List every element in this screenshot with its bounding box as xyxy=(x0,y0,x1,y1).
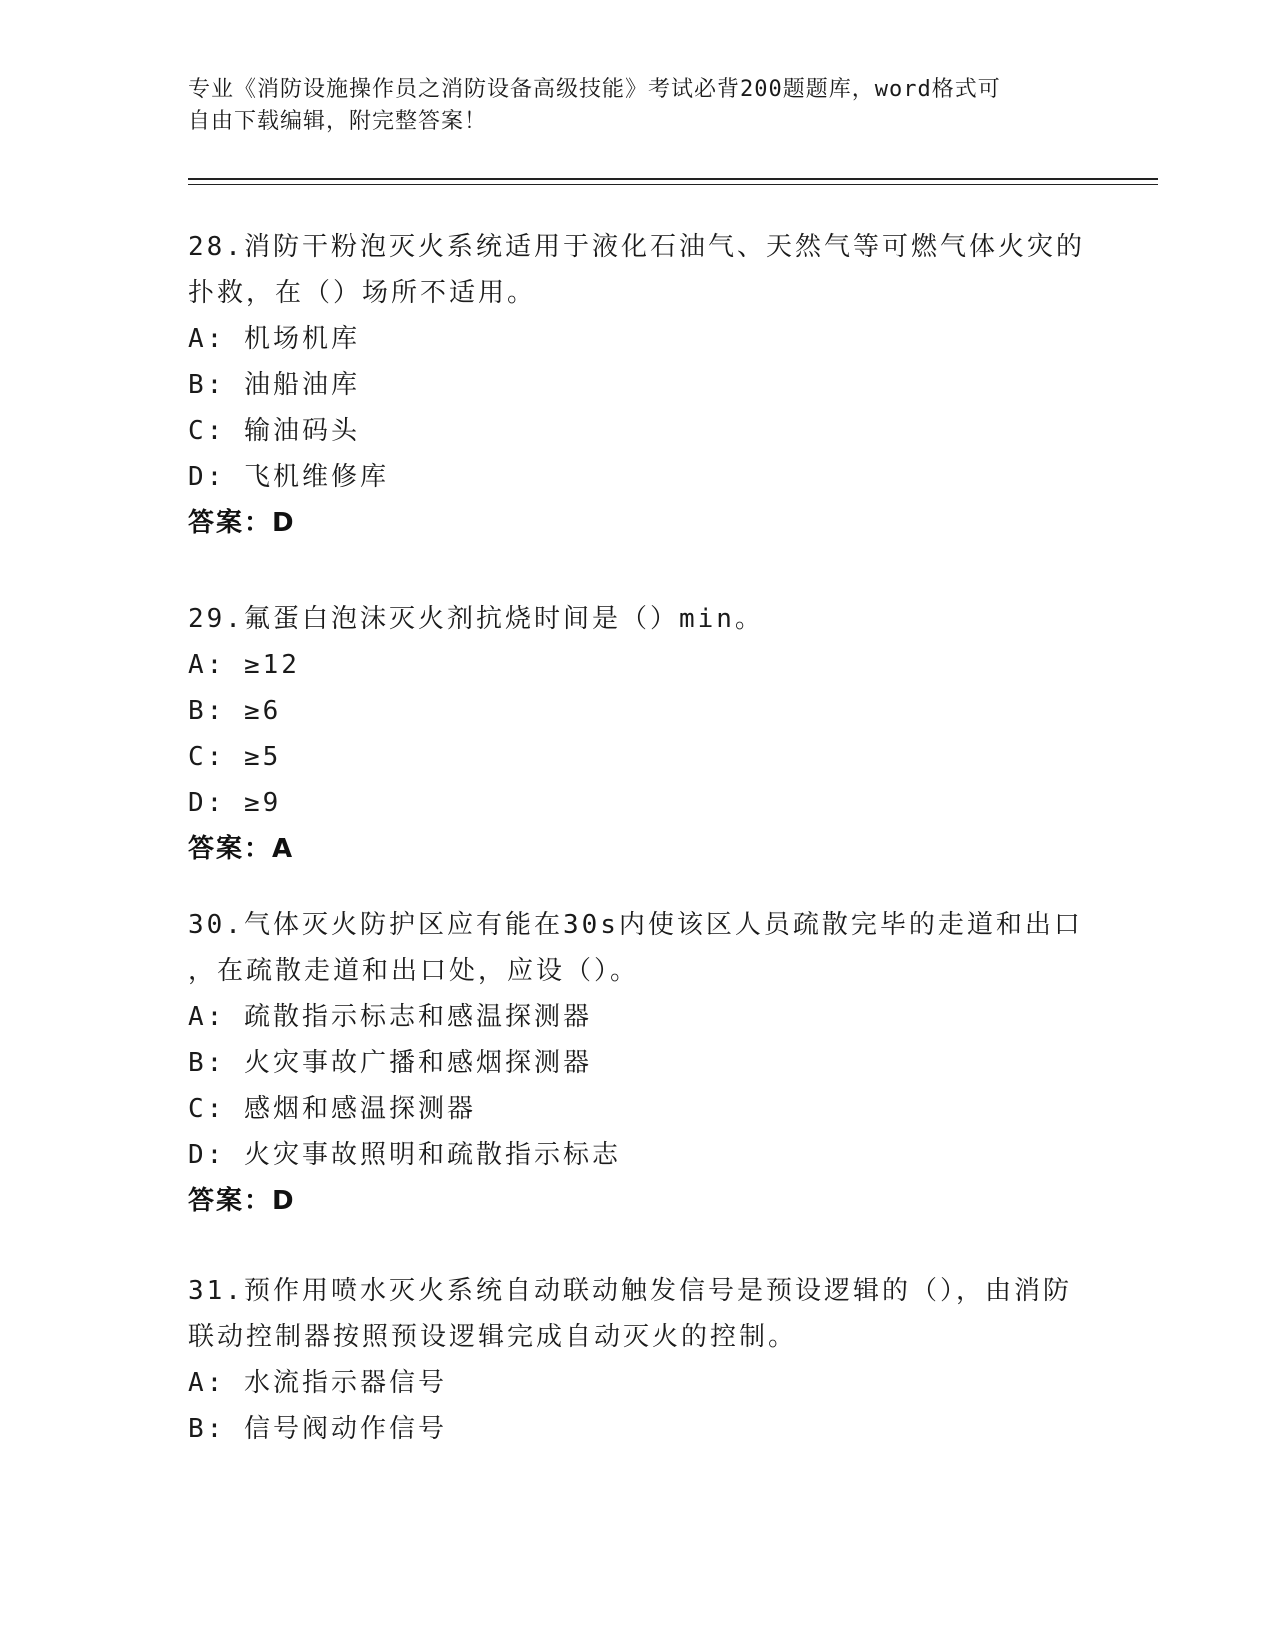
answer-label: 答案：D xyxy=(188,508,296,538)
option-c: C: 感烟和感温探测器 xyxy=(188,1094,476,1124)
question-31 xyxy=(188,1268,1088,1452)
header-divider-thin xyxy=(188,184,1158,185)
answer-label: 答案：A xyxy=(188,834,295,864)
option-a: A: ≥12 xyxy=(188,650,300,680)
question-text: 30.气体灭火防护区应有能在30s内使该区人员疏散完毕的走道和出口 xyxy=(188,910,1083,940)
option-d: D: 飞机维修库 xyxy=(188,462,389,492)
question-text: 29.氟蛋白泡沫灭火剂抗烧时间是（）min。 xyxy=(188,604,764,634)
option-d: D: ≥9 xyxy=(188,788,282,818)
header-line-1: 专业《消防设施操作员之消防设备高级技能》考试必背200题题库，word格式可 xyxy=(188,77,1001,102)
question-text: 扑救，在（）场所不适用。 xyxy=(188,278,537,308)
option-c: C: ≥5 xyxy=(188,742,282,772)
header-divider-thick xyxy=(188,178,1158,180)
option-a: A: 水流指示器信号 xyxy=(188,1368,447,1398)
question-text: 联动控制器按照预设逻辑完成自动灭火的控制。 xyxy=(188,1322,798,1352)
header-line-2: 自由下载编辑，附完整答案！ xyxy=(188,109,488,134)
question-29 xyxy=(188,596,1088,872)
option-b: B: 油船油库 xyxy=(188,370,360,400)
question-text: 31.预作用喷水灭火系统自动联动触发信号是预设逻辑的（），由消防 xyxy=(188,1276,1072,1306)
option-c: C: 输油码头 xyxy=(188,416,360,446)
option-a: A: 机场机库 xyxy=(188,324,360,354)
option-b: B: ≥6 xyxy=(188,696,282,726)
question-28 xyxy=(188,224,1088,546)
option-a: A: 疏散指示标志和感温探测器 xyxy=(188,1002,592,1032)
document-header xyxy=(188,74,1068,138)
answer-label: 答案：D xyxy=(188,1186,296,1216)
question-text: ，在疏散走道和出口处，应设（）。 xyxy=(188,956,640,986)
option-b: B: 信号阀动作信号 xyxy=(188,1414,447,1444)
option-b: B: 火灾事故广播和感烟探测器 xyxy=(188,1048,592,1078)
option-d: D: 火灾事故照明和疏散指示标志 xyxy=(188,1140,621,1170)
question-text: 28.消防干粉泡灭火系统适用于液化石油气、天然气等可燃气体火灾的 xyxy=(188,232,1085,262)
question-30 xyxy=(188,902,1088,1224)
